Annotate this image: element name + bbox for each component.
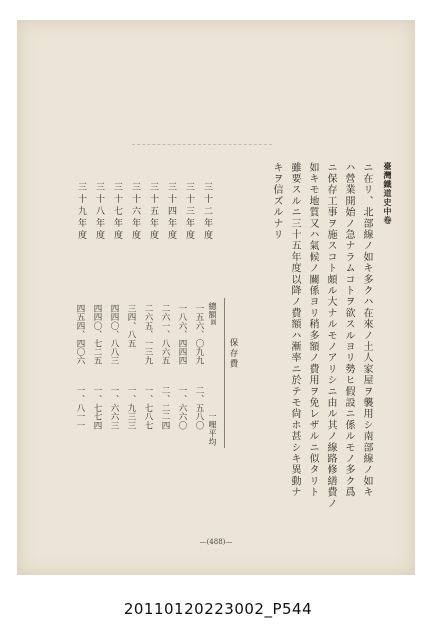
body-text-column: ハ營業開始ノ急ナラムコトヲ欲スルヨリ勢ヒ假設ニ係ルモノ多ク爲 — [343, 162, 354, 498]
per-mile-value: 一、九三三 — [126, 386, 136, 430]
body-text-column: ニ在リ、北部線ノ如キ多クハ在來ノ土人家屋ヲ襲用シ南部線ノ如キ — [361, 162, 372, 498]
fiscal-year-label: 三十七年度 — [112, 182, 122, 242]
total-value: 四四〇、七二五 — [92, 304, 102, 365]
body-text-column: 如キモ地質又ハ氣候ノ關係ヨリ稍多額ノ費用ヲ免レザルニ似タリト — [307, 162, 318, 498]
body-text-column: 雖要スルニ三十五年度以降ノ費額ハ漸率ニ於テモ尙ホ甚シキ異動ナ — [289, 162, 300, 498]
fiscal-year-label: 三十六年度 — [130, 182, 140, 242]
unit-label: 圓 — [209, 319, 216, 326]
top-divider — [132, 144, 272, 145]
body-text-column: ニ保存工事ヲ施スコト頗ル大ナルモノアリシニ由ル其ノ線路修繕費ノ — [325, 162, 336, 510]
per-mile-value: 一、八一一 — [75, 386, 85, 430]
table-header-group: 保存費 — [228, 338, 238, 370]
image-caption: 20110120223002_P544 — [123, 600, 313, 618]
body-text-column: キヲ信ズルナリ — [271, 162, 282, 241]
fiscal-year-label: 三十三年度 — [184, 182, 194, 242]
total-value: 一八六、四四四 — [177, 304, 187, 365]
total-label-text: 總額 — [208, 302, 217, 319]
document-page — [17, 20, 415, 575]
table-rule — [224, 298, 225, 448]
fiscal-year-label: 三十九年度 — [76, 182, 86, 242]
total-value: 二六五、一三九 — [143, 304, 153, 365]
per-mile-value: 一、七七四 — [92, 386, 102, 430]
total-label — [207, 302, 218, 326]
page-number: —(488)— — [199, 538, 233, 546]
fiscal-year-label: 三十二年度 — [202, 182, 212, 242]
total-value: 四五四、四〇六 — [75, 304, 85, 365]
total-value: 一五六、〇九九 — [194, 304, 204, 365]
fiscal-year-label: 三十四年度 — [166, 182, 176, 242]
per-mile-value: 二、二二四 — [160, 386, 170, 430]
per-mile-value: 二、五八〇 — [194, 386, 204, 430]
per-mile-label: 一哩平均 — [208, 412, 217, 446]
total-value: 三四、八五 — [126, 304, 136, 348]
total-value: 四四〇、八八三 — [109, 304, 119, 365]
per-mile-value: 一、六六三 — [109, 386, 119, 430]
running-head: 臺灣鐵道史中卷 — [383, 162, 393, 225]
per-mile-value: 一、六六〇 — [177, 386, 187, 430]
fiscal-year-label: 三十八年度 — [94, 182, 104, 242]
total-value: 二六一、八六五 — [160, 304, 170, 365]
per-mile-value: 一、七八七 — [143, 386, 153, 430]
fiscal-year-label: 三十五年度 — [148, 182, 158, 242]
